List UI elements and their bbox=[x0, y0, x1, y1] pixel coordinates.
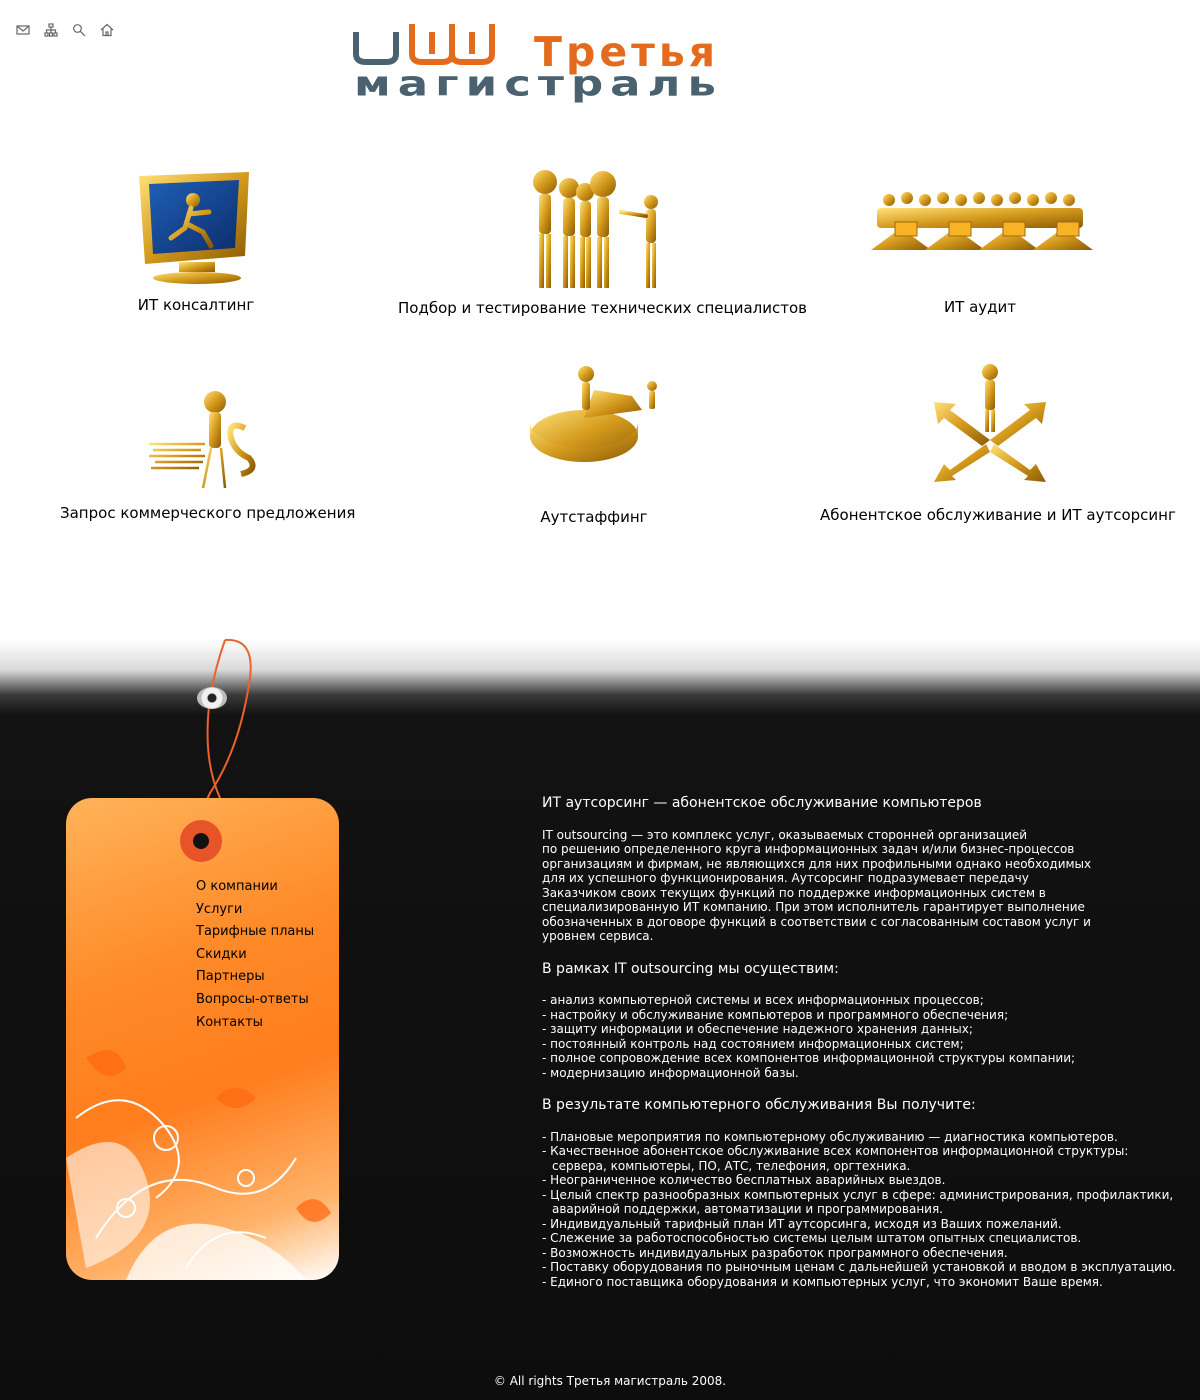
main-nav bbox=[196, 876, 314, 1034]
service-subscription-outsourcing[interactable] bbox=[820, 360, 1176, 524]
intro-line: по решению определенного круга информационных задач и/или бизнес-процессов bbox=[542, 842, 1075, 856]
lightbulb-people-icon bbox=[523, 164, 673, 294]
nav-item-discounts[interactable]: Скидки bbox=[196, 946, 247, 962]
list-item: - Целый спектр разнообразных компьютерных услуг в сфере: администрирования, профилактики, аварийной поддержки, автоматизации и программирования. bbox=[542, 1187, 1174, 1216]
list-item: - защиту информации и обеспечение надежного хранения данных; bbox=[542, 1022, 973, 1036]
nav-item-services[interactable]: Услуги bbox=[196, 901, 243, 917]
section2-list bbox=[542, 1130, 1182, 1290]
service-it-consulting[interactable] bbox=[96, 168, 296, 314]
service-it-audit[interactable] bbox=[860, 178, 1100, 316]
list-item: - Слежение за работоспособностью системы целым штатом опытных специалистов. bbox=[542, 1231, 1082, 1245]
section1-list bbox=[542, 993, 1182, 1080]
intro-line: IT outsourcing — это комплекс услуг, оказываемых сторонней организацией bbox=[542, 827, 1028, 842]
list-item: - Качественное абонентское обслуживание всех компонентов информационной структуры: сервера, компьютеры, ПО, АТС, телефония, оргтехника. bbox=[542, 1144, 1129, 1173]
copyright: © All rights Третья магистраль 2008. bbox=[493, 1374, 727, 1388]
service-label: Аутстаффинг bbox=[540, 508, 648, 526]
home-icon[interactable] bbox=[100, 22, 118, 36]
section2-title: В результате компьютерного обслуживания Вы получите: bbox=[542, 1097, 976, 1113]
list-item: - Единого поставщика оборудования и компьютерных услуг, что экономит Ваше время. bbox=[542, 1274, 1103, 1289]
service-label: Абонентское обслуживание и ИТ аутсорсинг bbox=[820, 506, 1176, 524]
tag-ring-icon bbox=[197, 687, 227, 709]
intro-line: уровнем сервиса. bbox=[542, 929, 654, 943]
intro-line: для их успешного функционирования. Аутсорсинг подразумевает передачу bbox=[542, 871, 1029, 885]
intro-line: специализированную ИТ компанию. При этом исполнитель гарантирует выполнение bbox=[542, 900, 1085, 914]
list-item: - Поставку оборудования по рыночным ценам с дальнейшей установкой и вводом в эксплуатацию. bbox=[542, 1260, 1176, 1274]
service-commercial-request[interactable] bbox=[60, 388, 354, 522]
site-logo[interactable] bbox=[352, 18, 812, 105]
list-item: - Индивидуальный тарифный план ИТ аутсорсинга, исходя из Ваших пожеланий. bbox=[542, 1216, 1062, 1231]
list-item: - модернизацию информационной базы. bbox=[542, 1065, 799, 1080]
nav-item-contacts[interactable]: Контакты bbox=[196, 1014, 263, 1030]
section1-title: В рамках IT outsourcing мы осуществим: bbox=[542, 960, 839, 977]
list-item: - полное сопровождение всех компонентов информационной структуры компании; bbox=[542, 1051, 1076, 1065]
nav-item-faq[interactable]: Вопросы-ответы bbox=[196, 991, 309, 1007]
list-item: - Возможность индивидуальных разработок программного обеспечения. bbox=[542, 1245, 1008, 1260]
utility-icons bbox=[16, 22, 118, 36]
pie-chart-figure-icon bbox=[524, 362, 664, 468]
service-outstaffing[interactable] bbox=[494, 362, 694, 526]
service-label: Запрос коммерческого предложения bbox=[60, 504, 356, 522]
service-label: Подбор и тестирование технических специалистов bbox=[398, 299, 808, 317]
content-title: ИТ аутсорсинг — абонентское обслуживание компьютеров bbox=[542, 795, 982, 811]
main-content bbox=[542, 796, 1182, 1289]
nav-tag bbox=[66, 798, 339, 1280]
list-item: - анализ компьютерной системы и всех информационных процессов; bbox=[542, 993, 984, 1007]
mail-icon[interactable] bbox=[16, 22, 34, 36]
logo-line2: магистраль bbox=[354, 62, 723, 105]
intro-line: Заказчиком своих текущих функций по поддержке информационных систем в bbox=[542, 885, 1046, 900]
search-icon[interactable] bbox=[72, 22, 90, 36]
service-tech-specialists[interactable] bbox=[398, 164, 808, 317]
logo-line1: Третья bbox=[534, 28, 720, 76]
floral-ornament-icon bbox=[66, 1038, 339, 1280]
arrows-figure-icon bbox=[930, 360, 1050, 484]
tag-hole-icon bbox=[180, 820, 222, 862]
service-label: ИТ консалтинг bbox=[137, 296, 255, 314]
nav-item-about[interactable]: О компании bbox=[196, 879, 278, 894]
nav-item-partners[interactable]: Партнеры bbox=[196, 969, 265, 985]
list-item: - настройку и обслуживание компьютеров и программного обеспечения; bbox=[542, 1007, 1009, 1022]
intro-line: организациям и фирмам, не являющихся для них профильными однако необходимых bbox=[542, 856, 1092, 871]
list-item: - постоянный контроль над состоянием информационных систем; bbox=[542, 1036, 964, 1051]
intro-paragraph bbox=[542, 828, 1182, 944]
sitemap-icon[interactable] bbox=[44, 22, 62, 36]
dollar-figure-icon bbox=[145, 388, 269, 496]
service-label: ИТ аудит bbox=[943, 298, 1017, 316]
intro-line: обозначенных в договоре функций в соответствии с согласованным составом услуг и bbox=[542, 914, 1091, 929]
nav-item-tariffs[interactable]: Тарифные планы bbox=[196, 924, 315, 940]
monitor-figure-icon bbox=[131, 168, 261, 286]
list-item: - Плановые мероприятия по компьютерному обслуживанию — диагностика компьютеров. bbox=[542, 1129, 1118, 1144]
list-item: - Неограниченное количество бесплатных аварийных выездов. bbox=[542, 1173, 946, 1187]
audit-team-icon bbox=[867, 178, 1093, 264]
